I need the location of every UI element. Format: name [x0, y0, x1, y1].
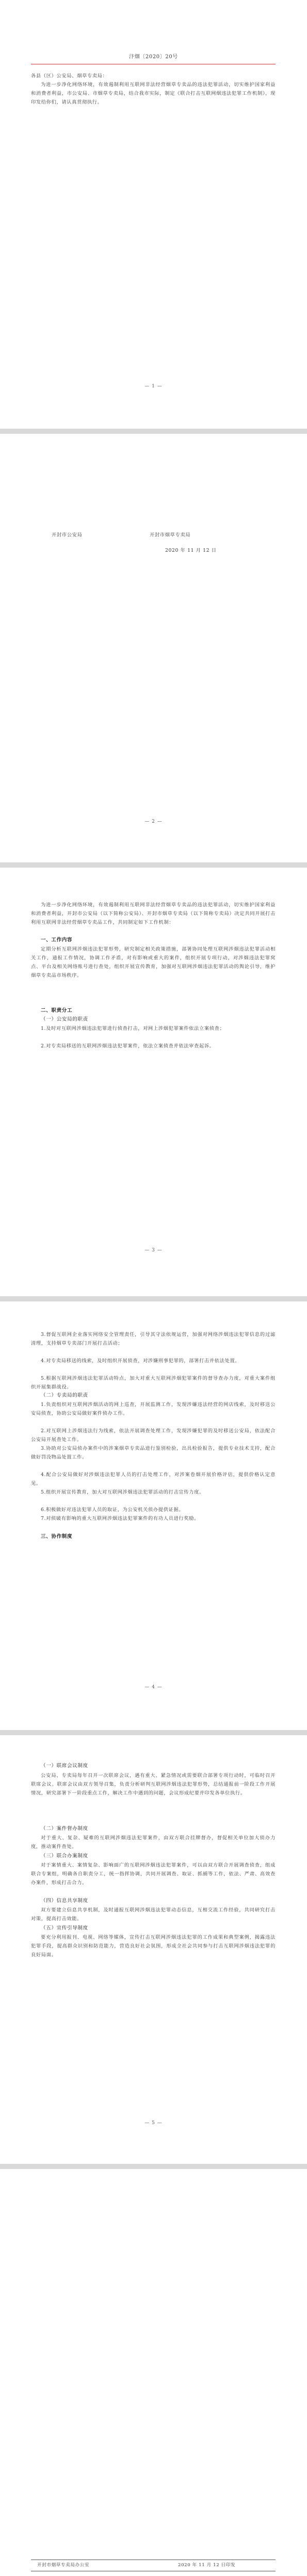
publicity-paragraph: 要充分利用报刊、电视、网络等媒体，宣传打击互联网涉烟违法犯罪的工作成果和典型案例，揭露违法犯罪手段，提高群众识别和防范能力，营造良好社会氛围，形成全社会共同参与打击互联网涉烟违法犯罪的良好局面。: [31, 1935, 276, 1958]
intro-paragraph: 为进一步净化网络环境，有效遏制利用互联网非法经营烟草专卖品的违法犯罪活动，切实维护国家利益和消费者利益，市公安局、市烟草专卖局，结合我市实际，制定《联合打击互联网烟违法犯罪工作机制》，现印发给你们，请认真贯彻执行。: [31, 82, 276, 105]
tobacco-duty-7: 7.对侦破有影响的重大互联网涉烟违法犯罪案件的有功人员进行奖励。: [41, 1516, 199, 1521]
page-5: [0, 1735, 307, 2164]
tobacco-duty-6: 6.积极做好对违法犯罪人员的取证，为公安机关侦办提供证据。: [41, 1507, 184, 1513]
tobacco-duty-2: 2.对互联网上涉烟违法行为线索，依法开展调查处理工作，发现涉嫌犯罪的及时移送公安局，依法配合公安局开展查处工作。: [31, 1428, 276, 1443]
page-6: [0, 2169, 307, 2576]
preamble-paragraph: 为进一步净化网络环境，有效遏制利用互联网非法经营烟草专卖品的违法犯罪活动，切实维护国家利益和消费者利益，开封市公安局（以下简称公安局）、开封市烟草专卖局（以下简称专卖局）决定共同开展打击利用互联网非法经营烟草专卖品工作，共同制定如下工作机制：: [31, 902, 276, 925]
page-number: — 3 —: [144, 1248, 163, 1253]
tobacco-duty-5: 5.组织开展宣传教育，加大对互联网涉烟违法犯罪活动的打击宣传力度。: [41, 1489, 204, 1495]
footer-issuer: 开封市烟草专卖局办公室: [37, 2563, 90, 2568]
tobacco-duty-4: 4.配合公安局做好对涉烟违法犯罪人员的打击处理工作，对涉案卷烟开展价格评估，提供价格认定意见。: [31, 1472, 276, 1486]
footer-issue-date: 2020 年 11 月 12 日印发: [178, 2563, 236, 2568]
police-duty-1: 1.及时对互联网涉烟违法犯罪进行侦查打击，对网上涉烟犯罪案件依法立案侦查；: [41, 1026, 225, 1031]
heading-case-supervision: （二）案件督办制度: [41, 1826, 88, 1832]
section-heading-work-content: 一、工作内容: [41, 937, 73, 943]
page-1: [0, 0, 307, 429]
page-number: — 1 —: [144, 384, 163, 389]
signature-police: 开封市公安局: [52, 532, 83, 538]
heading-joint-handling: （三）联合办案制度: [41, 1853, 88, 1859]
page-number: — 4 —: [144, 1685, 163, 1690]
heading-joint-meeting: （一）联席会议制度: [41, 1763, 88, 1769]
page-3: [0, 868, 307, 1296]
tobacco-duty-3: 3.协助对公安局侦办案件中的涉案烟草专卖品进行鉴别检验，出具检验报告，提供专业技术支持，配合做好罚没物品处置工作。: [31, 1446, 276, 1460]
tobacco-duty-1: 1.负责组织对互联网涉烟活动的网上巡查，开展监测工作，发现涉嫌违法经营的网店线索，及时移送公安局侦查，协助公安局做好案件侦办工作。: [31, 1402, 276, 1416]
police-duty-4: 4.对专卖局移送的线索，及时组织开展侦查，对涉嫌刑事犯罪的，部署打击并依法处置。: [41, 1358, 240, 1364]
page-4: [0, 1301, 307, 1730]
police-duty-2: 2.对专卖局移送的互联网涉烟违法犯罪案件，依法立案侦查并依法审查起诉。: [41, 1043, 215, 1049]
case-supervision-paragraph: 对于重大、复杂、疑难的互联网涉烟违法犯罪案件，由双方联合挂牌督办，督促相关单位加大侦办力度，推动案件查处。: [31, 1835, 276, 1850]
heading-info-sharing: （四）信息共享制度: [41, 1898, 88, 1904]
section-heading-duties: 二、职责分工: [41, 1008, 73, 1013]
subsection-heading-tobacco: （二）专卖局的职责: [41, 1393, 88, 1398]
recipients: 各县（区）公安局、烟草专卖局：: [31, 73, 108, 79]
work-content-paragraph: 定期分析互联网涉烟违法犯罪形势，研究制定相关政策措施，部署协同处理互联网涉烟违法犯罪活动相关工作，通报工作情况，协调工作矛盾，对有影响或重大的案件，组织开展专项行动，对涉烟违法犯罪窝点、平台及相关网络账号进行查处，组织开展宣传教育，加强对互联网涉烟违法犯罪活动的舆论引导，维护烟草专卖品市场秩序。: [31, 946, 276, 978]
issue-date: 2020 年 11 月 12 日: [165, 548, 217, 553]
document-number: 汴烟〔2020〕20号: [129, 54, 178, 60]
joint-meeting-paragraph: 公安局、专卖局每年召开一次联席会议，遇有重大、紧急情况或需要联合部署专项行动时，可临时召开联席会议。联席会议由双方领导召集，负责分析研判互联网涉烟违法犯罪形势，总结通报前一阶段工作开展情况，研究部署下一阶段重点工作，解决工作中遇到的问题，会议形成纪要并印发各单位执行。: [31, 1773, 276, 1796]
page-number: — 5 —: [144, 2121, 163, 2126]
police-duty-3: 3.督促互联网企业落实网络安全管理责任，引导其守法依规运营，加强对网络涉烟违法犯罪信息的过滤清理，支持烟草专卖部门开展打击活动；: [31, 1332, 276, 1346]
section-heading-cooperation: 三、协作制度: [41, 1534, 73, 1539]
info-sharing-paragraph: 双方要建立信息共享机制，及时通报互联网涉烟违法犯罪动态信息，互相交流工作经验，共同研究打击对策，提高打击效能。: [31, 1907, 276, 1922]
police-duty-5: 5.根据互联网涉烟违法犯罪活动特点，加大对重大互联网涉烟犯罪案件的督导查办力度，对重大案件组织开展集群战役。: [31, 1376, 276, 1390]
page-number: — 2 —: [144, 819, 163, 824]
page-2: [0, 434, 307, 862]
joint-handling-paragraph: 对于案情重大、案情复杂、影响面广的互联网涉烟违法犯罪案件，可以由双方联合开展调查侦查，组成联合专案组，明确各自职责分工，统一指挥协调，共同开展调查、取证、抓捕等工作，依法、严肃、高效查办案件，形成打击合力。: [31, 1862, 276, 1886]
subsection-heading-police: （一）公安局的职责: [41, 1016, 88, 1022]
heading-publicity: （五）宣传引导制度: [41, 1925, 88, 1931]
signature-tobacco: 开封市烟草专卖局: [150, 532, 191, 538]
